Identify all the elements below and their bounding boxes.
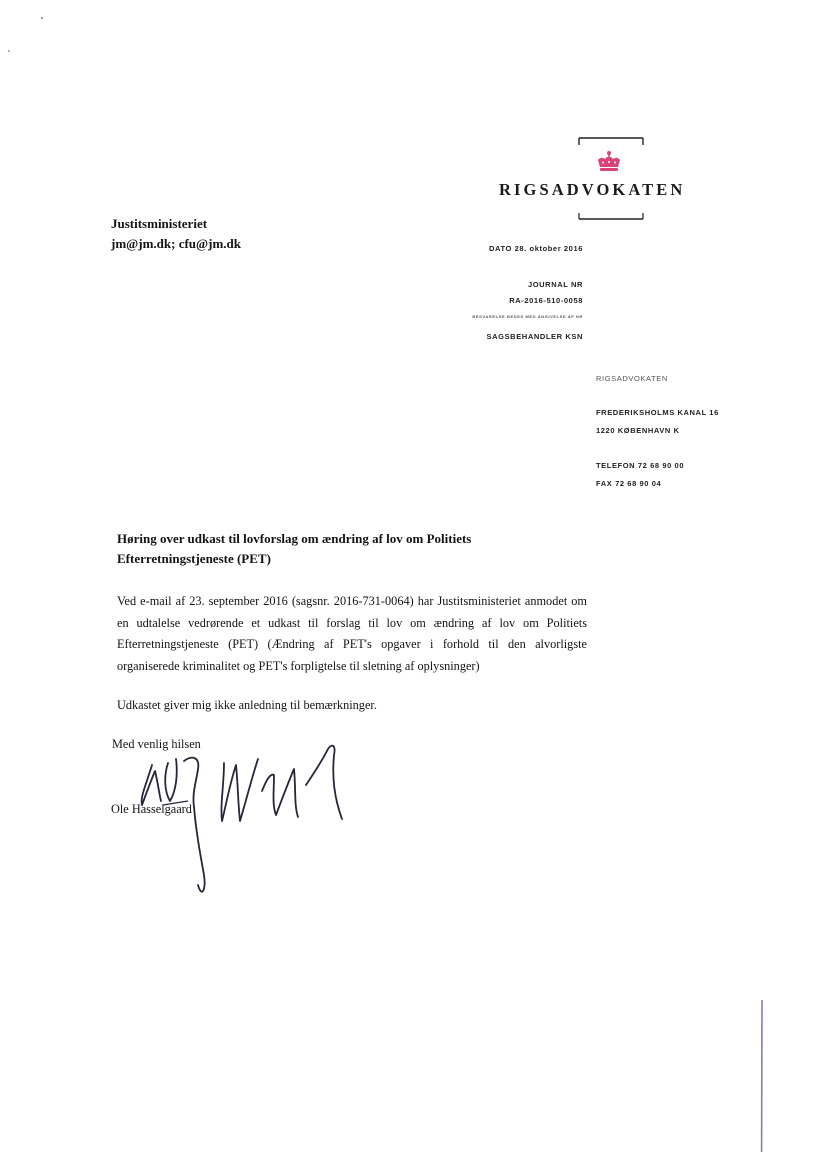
scan-speck: [8, 50, 10, 52]
sender-street: FREDERIKSHOLMS KANAL 16: [596, 408, 719, 417]
crown-icon: [594, 150, 624, 174]
margin-pen-mark: [760, 1000, 764, 1152]
logo-top-bar: [578, 136, 644, 148]
letter-date: DATO 28. oktober 2016: [488, 244, 583, 253]
recipient-name: Justitsministeriet: [111, 216, 208, 231]
logo-bottom-bar: [578, 212, 644, 222]
sender-city: 1220 KØBENHAVN K: [596, 426, 680, 435]
scan-speck: [41, 17, 43, 19]
sender-phone: TELEFON 72 68 90 00: [596, 461, 685, 470]
signatory-name: Ole Hasselgaard: [111, 802, 192, 816]
brand-name: RIGSADVOKATEN: [499, 180, 686, 199]
sender-fax: FAX 72 68 90 04: [596, 479, 662, 488]
sender-organization: RIGSADVOKATEN: [596, 374, 668, 383]
letter-closing: Med venlig hilsen: [112, 737, 201, 751]
letter-conclusion: Udkastet giver mig ikke anledning til bemærkninger.: [117, 698, 377, 712]
journal-number: RA-2016-510-0058: [509, 296, 583, 305]
handwritten-signature: [128, 735, 358, 905]
case-handler: SAGSBEHANDLER KSN: [486, 332, 583, 341]
letter-subject: Høring over udkast til lovforslag om ændring af lov om Politiets Efterretningstjeneste (PET): [117, 531, 472, 566]
recipient-emails: jm@jm.dk; cfu@jm.dk: [111, 236, 241, 251]
letter-body: Ved e-mail af 23. september 2016 (sagsnr. 2016-731-0064) har Justitsministeriet anmodet om en udtalelse vedrørende et udkast til forslag til lov om ændring af lov om Politiets Efterretningstjeneste (PET) (Ændring af PET's opgaver i forhold til den alvorligste organiserede kriminalitet og PET's forpligtelse til sletning af oplysninger): [117, 594, 587, 673]
journal-label: JOURNAL NR: [527, 280, 583, 289]
reference-note: BESVARELSE BEDES MED ANGIVELSE AF NR: [472, 314, 583, 319]
